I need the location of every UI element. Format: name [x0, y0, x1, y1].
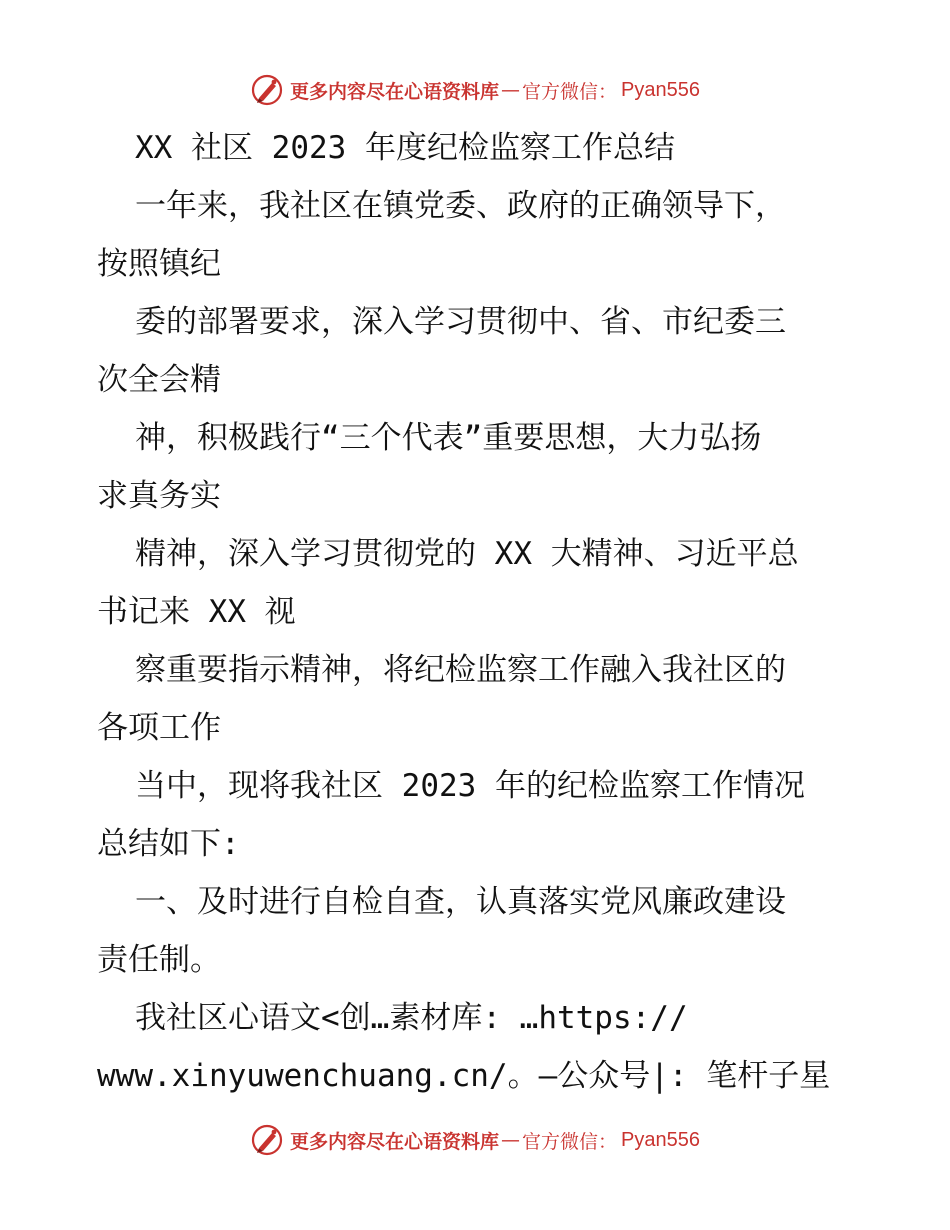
text-line: 总结如下: — [97, 826, 240, 862]
text-line: 一、及时进行自检自查，认真落实党风廉政建设 — [135, 884, 786, 920]
text-line: 精神，深入学习贯彻党的 XX 大精神、习近平总 — [135, 536, 799, 572]
header-dash: — — [501, 79, 521, 101]
footer-wechat-label: 官方微信： — [522, 1130, 618, 1153]
header-site-text: 更多内容尽在心语资料库 — [290, 80, 500, 103]
text-line: 各项工作 — [97, 710, 221, 746]
text-line: www.xinyuwenchuang.cn/。—公众号|: 笔杆子星 — [97, 1058, 831, 1094]
pen-logo-icon — [250, 1123, 284, 1157]
pen-logo-icon — [250, 73, 284, 107]
text-line: 责任制。 — [97, 942, 221, 978]
text-line: 书记来 XX 视 — [97, 594, 296, 630]
header-wechat-label: 官方微信： — [522, 80, 618, 103]
footer-site-text: 更多内容尽在心语资料库 — [290, 1130, 500, 1153]
text-line: 委的部署要求，深入学习贯彻中、省、市纪委三 — [135, 304, 786, 340]
text-line: 我社区心语文<创…素材库: …https:// — [135, 1000, 688, 1036]
document-body — [97, 124, 857, 1110]
text-line: 求真务实 — [97, 478, 221, 514]
text-line: XX 社区 2023 年度纪检监察工作总结 — [135, 130, 675, 166]
footer-dash: — — [501, 1129, 521, 1151]
text-line: 次全会精 — [97, 362, 221, 398]
text-line: 按照镇纪 — [97, 246, 221, 282]
footer-banner — [0, 1122, 950, 1158]
footer-wechat-id: Pyan556 — [621, 1128, 700, 1151]
header-banner — [0, 72, 950, 108]
header-wechat-id: Pyan556 — [621, 78, 700, 101]
text-line: 神，积极践行“三个代表”重要思想，大力弘扬 — [135, 420, 762, 456]
text-line: 当中，现将我社区 2023 年的纪检监察工作情况 — [135, 768, 805, 804]
text-line: 一年来，我社区在镇党委、政府的正确领导下， — [135, 188, 786, 224]
text-line: 察重要指示精神，将纪检监察工作融入我社区的 — [135, 652, 786, 688]
